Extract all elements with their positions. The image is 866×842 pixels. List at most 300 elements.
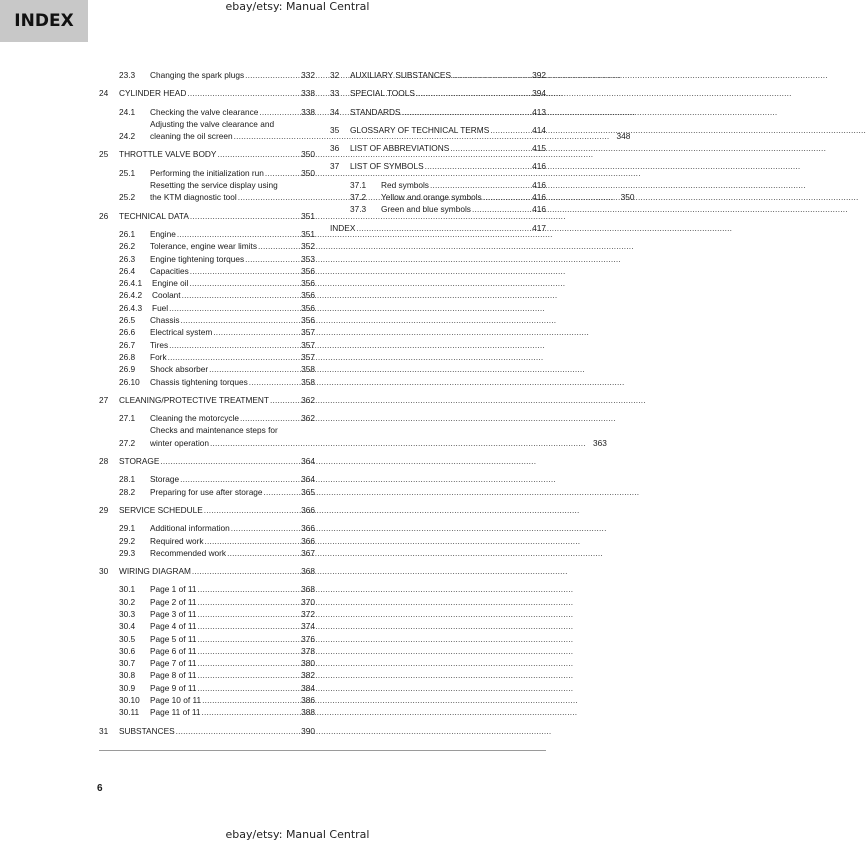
toc-entry-page: 413 xyxy=(532,106,546,117)
toc-entry-number: 30.1 xyxy=(119,584,136,595)
toc-entry-title: Page 11 of 11 xyxy=(150,707,201,718)
toc-entry-text xyxy=(150,424,607,449)
toc-entry-text xyxy=(150,412,295,424)
dot-leader xyxy=(181,314,557,326)
toc-entry-title: Tires xyxy=(150,339,169,350)
dot-leader xyxy=(182,289,558,301)
toc-entry[interactable] xyxy=(330,142,546,154)
toc-entry-number: 29 xyxy=(99,504,109,515)
toc-entry-title: TECHNICAL DATA xyxy=(119,210,189,221)
toc-entry-text xyxy=(350,87,526,99)
dot-leader xyxy=(227,547,603,559)
toc-entry-number: 25 xyxy=(99,149,109,160)
toc-entry-page: 417 xyxy=(532,222,546,233)
toc-entry-number: 30.7 xyxy=(119,658,136,669)
toc-entry[interactable] xyxy=(330,222,546,234)
toc-entry-text xyxy=(381,203,526,215)
toc-entry-text xyxy=(150,645,295,657)
dot-leader xyxy=(192,565,568,577)
toc-entry-text xyxy=(150,265,295,277)
toc-entry-number: 30.4 xyxy=(119,621,136,632)
toc-entry-text xyxy=(150,473,295,485)
dot-leader xyxy=(210,437,586,449)
toc-entry[interactable] xyxy=(99,87,315,99)
toc-entry-title: Coolant xyxy=(152,290,181,301)
toc-entry-text xyxy=(150,535,295,547)
dot-leader xyxy=(402,106,778,118)
toc-entry-title: Engine tightening torques xyxy=(150,253,245,264)
toc-entry-title: Page 4 of 11 xyxy=(150,621,197,632)
toc-entry-title: Capacities xyxy=(150,265,189,276)
toc-entry-text xyxy=(119,565,295,577)
toc-entry-title: Adjusting the valve clearance and xyxy=(150,118,275,129)
toc-entry-title: THROTTLE VALVE BODY xyxy=(119,149,217,160)
toc-entry-title: Performing the initialization run xyxy=(150,167,264,178)
toc-entry-number: 26.4.2 xyxy=(119,290,143,301)
toc-entry-text xyxy=(150,228,295,240)
toc-entry[interactable] xyxy=(99,725,315,737)
toc-entry-text xyxy=(150,106,295,118)
dot-leader xyxy=(204,504,580,516)
toc-entry-number: 36 xyxy=(330,143,340,154)
toc-entry-text xyxy=(150,706,295,718)
toc-entry-text xyxy=(119,394,295,406)
toc-entry-number: 26.8 xyxy=(119,351,136,362)
toc-entry-page: 357 xyxy=(301,327,315,338)
toc-entry[interactable] xyxy=(330,124,546,136)
toc-entry-page: 376 xyxy=(301,633,315,644)
toc-entry-number: 26.6 xyxy=(119,327,136,338)
toc-entry-title-continued: winter operation xyxy=(150,437,210,448)
toc-entry-text xyxy=(150,682,295,694)
toc-entry-page: 365 xyxy=(301,486,315,497)
dot-leader xyxy=(197,645,573,657)
toc-entry-text xyxy=(119,210,295,222)
toc-entry-text xyxy=(119,455,295,467)
toc-entry-title: INDEX xyxy=(330,222,356,233)
toc-entry-page: 384 xyxy=(301,682,315,693)
toc-entry-number: 26 xyxy=(99,210,109,221)
toc-entry-number: 23.3 xyxy=(119,70,136,80)
toc-entry-text xyxy=(150,633,295,645)
dot-leader xyxy=(452,69,828,81)
toc-entry-title: Page 2 of 11 xyxy=(150,596,197,607)
toc-entry[interactable] xyxy=(99,565,315,577)
dot-leader xyxy=(205,535,581,547)
toc-entry[interactable] xyxy=(99,277,315,289)
toc-entry-page: 358 xyxy=(301,376,315,387)
dot-leader xyxy=(160,455,536,467)
toc-entry-number: 37 xyxy=(330,161,340,172)
toc-entry-title: Green and blue symbols xyxy=(381,204,471,215)
toc-entry-text xyxy=(330,222,526,234)
toc-entry-page: 350 xyxy=(301,167,315,178)
toc-entry-text xyxy=(150,486,295,498)
toc-entry-page: 367 xyxy=(301,547,315,558)
toc-entry[interactable] xyxy=(99,289,315,301)
toc-entry-page: 358 xyxy=(301,364,315,375)
toc-entry-text xyxy=(119,725,295,737)
toc-entry-text xyxy=(150,583,295,595)
toc-entry-page: 356 xyxy=(301,265,315,276)
toc-entry-title: Cleaning the motorcycle xyxy=(150,413,240,424)
toc-entry-number: 33 xyxy=(330,88,340,99)
toc-entry-page: 372 xyxy=(301,608,315,619)
toc-entry-page: 386 xyxy=(301,695,315,706)
toc-entry-title: Yellow and orange symbols xyxy=(381,192,482,203)
toc-entry-title: Checks and maintenance steps for xyxy=(150,425,278,436)
dot-leader xyxy=(189,277,565,289)
toc-entry[interactable] xyxy=(99,620,315,632)
toc-entry-page: 374 xyxy=(301,621,315,632)
toc-entry-number: 29.2 xyxy=(119,535,136,546)
toc-entry-page: 357 xyxy=(301,339,315,350)
toc-entry-text xyxy=(350,69,526,81)
toc-entry[interactable] xyxy=(99,376,315,388)
dot-leader xyxy=(180,473,556,485)
toc-entry-page: 356 xyxy=(301,278,315,289)
toc-entry-page: 416 xyxy=(532,179,546,190)
toc-entry-title: Checking the valve clearance xyxy=(150,106,259,117)
toc-entry-title: Page 6 of 11 xyxy=(150,645,197,656)
toc-entry-title-continued: the KTM diagnostic tool xyxy=(150,192,237,203)
toc-entry[interactable] xyxy=(99,302,315,314)
toc-entry[interactable] xyxy=(99,682,315,694)
dot-leader xyxy=(201,706,577,718)
toc-entry-text xyxy=(119,148,295,160)
toc-entry-text xyxy=(150,694,295,706)
toc-entry-number: 24.2 xyxy=(119,131,136,142)
toc-entry-number: 25.2 xyxy=(119,192,136,203)
toc-entry-number: 27.1 xyxy=(119,413,136,424)
toc-entry[interactable] xyxy=(99,486,315,498)
toc-entry-number: 29.3 xyxy=(119,547,136,558)
page-number: 6 xyxy=(97,783,103,794)
toc-entry-page: 368 xyxy=(301,584,315,595)
toc-entry-number: 24.1 xyxy=(119,106,136,117)
toc-entry-number: 30.5 xyxy=(119,633,136,644)
toc-entry-text xyxy=(150,289,295,301)
toc-entry-text xyxy=(150,240,295,252)
toc-entry-number: 28.2 xyxy=(119,486,136,497)
toc-entry-number: 30.9 xyxy=(119,682,136,693)
toc-entry-text xyxy=(350,124,526,136)
toc-entry-page: 415 xyxy=(532,143,546,154)
toc-entry-title: Resetting the service display using xyxy=(150,180,278,191)
toc-entry[interactable] xyxy=(99,412,315,424)
dot-leader xyxy=(168,351,544,363)
toc-entry-title: Recommended work xyxy=(150,547,227,558)
toc-entry-page: 356 xyxy=(301,290,315,301)
dot-leader xyxy=(197,596,573,608)
toc-entry-text xyxy=(119,504,295,516)
toc-entry-page: 392 xyxy=(532,70,546,80)
dot-leader xyxy=(197,620,573,632)
toc-entry-page: 356 xyxy=(301,302,315,313)
toc-entry-page: 382 xyxy=(301,670,315,681)
toc-entry-text xyxy=(150,302,295,314)
toc-entry-title: Page 5 of 11 xyxy=(150,633,197,644)
toc-entry-number: 30 xyxy=(99,566,109,577)
toc-entry-page: 378 xyxy=(301,645,315,656)
toc-entry-number: 26.4.3 xyxy=(119,302,143,313)
toc-entry-number: 30.10 xyxy=(119,695,140,706)
toc-entry[interactable] xyxy=(330,106,546,118)
toc-entry-page: 352 xyxy=(301,241,315,252)
dot-leader xyxy=(197,633,573,645)
watermark-top: ebay/etsy: Manual Central xyxy=(225,0,370,13)
toc-entry[interactable] xyxy=(330,203,546,215)
toc-entry[interactable] xyxy=(99,694,315,706)
toc-entry[interactable] xyxy=(99,645,315,657)
toc-entry[interactable] xyxy=(330,87,546,99)
toc-entry-title: Preparing for use after storage xyxy=(150,486,263,497)
dot-leader xyxy=(169,302,545,314)
toc-entry[interactable] xyxy=(99,326,315,338)
toc-entry-title: Red symbols xyxy=(381,179,429,190)
toc-entry-title: GLOSSARY OF TECHNICAL TERMS xyxy=(350,124,490,135)
toc-entry-page: 357 xyxy=(301,351,315,362)
toc-entry[interactable] xyxy=(99,535,315,547)
toc-entry-title: Additional information xyxy=(150,523,230,534)
toc-entry[interactable] xyxy=(99,240,315,252)
toc-entry-title: Engine oil xyxy=(152,278,189,289)
toc-entry-page: 353 xyxy=(301,253,315,264)
toc-entry-number: 26.2 xyxy=(119,241,136,252)
toc-entry-title: Tolerance, engine wear limits xyxy=(150,241,257,252)
toc-entry-title: Page 7 of 11 xyxy=(150,658,197,669)
dot-leader xyxy=(202,694,578,706)
toc-entry[interactable] xyxy=(330,191,546,203)
dot-leader xyxy=(197,608,573,620)
toc-entry-page: 362 xyxy=(301,413,315,424)
toc-entry-number: 25.1 xyxy=(119,167,136,178)
toc-entry-page: 394 xyxy=(532,88,546,99)
toc-entry-title: STANDARDS xyxy=(350,106,401,117)
toc-entry-number: 30.6 xyxy=(119,645,136,656)
footer-divider xyxy=(99,750,546,751)
toc-entry[interactable] xyxy=(330,69,546,81)
toc-entry-title: Chassis xyxy=(150,315,180,326)
dot-leader xyxy=(425,160,801,172)
toc-entry-text xyxy=(150,314,295,326)
toc-entry[interactable] xyxy=(99,706,315,718)
toc-entry-number: 26.9 xyxy=(119,364,136,375)
toc-entry-number: 30.3 xyxy=(119,608,136,619)
toc-entry[interactable] xyxy=(99,657,315,669)
toc-entry-page: 416 xyxy=(532,192,546,203)
watermark-bottom: ebay/etsy: Manual Central xyxy=(225,828,370,841)
toc-entry-title: Fuel xyxy=(152,302,169,313)
toc-entry-number: 26.7 xyxy=(119,339,136,350)
toc-entry-title: SPECIAL TOOLS xyxy=(350,88,415,99)
toc-entry-number: 28 xyxy=(99,456,109,467)
toc-entry[interactable] xyxy=(99,596,315,608)
toc-entry[interactable] xyxy=(330,160,546,172)
toc-entry-page: 366 xyxy=(301,535,315,546)
toc-entry-page: 332 xyxy=(301,70,315,80)
toc-entry-number: 26.1 xyxy=(119,228,136,239)
toc-entry-text xyxy=(150,339,295,351)
toc-entry-number: 31 xyxy=(99,725,109,736)
toc-entry[interactable] xyxy=(99,455,315,467)
toc-entry[interactable] xyxy=(99,265,315,277)
toc-entry-text xyxy=(150,522,295,534)
toc-entry-page: 351 xyxy=(301,210,315,221)
toc-entry[interactable] xyxy=(99,522,315,534)
toc-entry[interactable] xyxy=(99,106,315,118)
toc-entry[interactable] xyxy=(99,314,315,326)
toc-entry-text xyxy=(381,191,526,203)
toc-entry-page: 338 xyxy=(301,88,315,99)
dot-leader xyxy=(197,669,573,681)
dot-leader xyxy=(197,583,573,595)
toc-entry-number: 27.2 xyxy=(119,437,136,448)
toc-entry-page: 414 xyxy=(532,124,546,135)
toc-entry-text xyxy=(150,351,295,363)
toc-entry-page: 348 xyxy=(616,131,631,142)
toc-entry-text xyxy=(150,277,295,289)
toc-entry-number: 32 xyxy=(330,70,340,80)
toc-entry-title: Chassis tightening torques xyxy=(150,376,248,387)
dot-leader xyxy=(197,682,573,694)
toc-entry-number: 26.4 xyxy=(119,265,136,276)
toc-entry[interactable] xyxy=(99,424,607,449)
toc-entry-title-continued: cleaning the oil screen xyxy=(150,131,233,142)
toc-entry-page: 416 xyxy=(532,161,546,172)
toc-entry-title: Required work xyxy=(150,535,204,546)
toc-entry[interactable] xyxy=(99,547,315,559)
toc-entry-title: Storage xyxy=(150,474,180,485)
dot-leader xyxy=(190,265,566,277)
toc-entry-text xyxy=(150,596,295,608)
toc-entry-page: 351 xyxy=(301,228,315,239)
toc-entry-text xyxy=(150,253,295,265)
toc-entry-number: 34 xyxy=(330,106,340,117)
toc-entry-text xyxy=(381,179,526,191)
toc-entry[interactable] xyxy=(99,633,315,645)
toc-entry-number: 27 xyxy=(99,394,109,405)
toc-entry-number: 37.3 xyxy=(350,204,367,215)
toc-entry-page: 388 xyxy=(301,707,315,718)
toc-entry-text xyxy=(150,376,295,388)
toc-entry-text xyxy=(150,608,295,620)
toc-entry-title: Page 3 of 11 xyxy=(150,608,197,619)
toc-entry-page: 366 xyxy=(301,504,315,515)
toc-entry-number: 30.8 xyxy=(119,670,136,681)
toc-entry[interactable] xyxy=(99,504,315,516)
toc-entry-title: CLEANING/PROTECTIVE TREATMENT xyxy=(119,394,269,405)
toc-entry-text xyxy=(350,160,526,172)
toc-entry-page: 380 xyxy=(301,658,315,669)
toc-entry-number: 26.3 xyxy=(119,253,136,264)
toc-entry-title: AUXILIARY SUBSTANCES xyxy=(350,70,451,80)
dot-leader xyxy=(231,522,607,534)
toc-entry-title: Electrical system xyxy=(150,327,213,338)
toc-entry-page: 368 xyxy=(301,566,315,577)
toc-entry[interactable] xyxy=(99,210,315,222)
toc-entry[interactable] xyxy=(99,669,315,681)
toc-entry[interactable] xyxy=(99,167,315,179)
toc-entry-number: 26.10 xyxy=(119,376,140,387)
toc-entry-page: 362 xyxy=(301,394,315,405)
toc-entry-page: 350 xyxy=(620,192,635,203)
toc-entry-title: LIST OF SYMBOLS xyxy=(350,161,424,172)
index-tab-label: INDEX xyxy=(14,11,74,31)
dot-leader xyxy=(169,339,545,351)
toc-entry-page: 363 xyxy=(592,437,607,448)
toc-entry[interactable] xyxy=(99,69,315,81)
toc-entry-title: Engine xyxy=(150,228,176,239)
toc-entry[interactable] xyxy=(99,253,315,265)
toc-entry-text xyxy=(150,620,295,632)
toc-entry-text xyxy=(150,363,295,375)
toc-entry[interactable] xyxy=(99,608,315,620)
toc-entry-page: 390 xyxy=(301,725,315,736)
toc-entry[interactable] xyxy=(330,179,546,191)
toc-entry-number: 28.1 xyxy=(119,474,136,485)
toc-entry-title: Changing the spark plugs xyxy=(150,70,245,80)
dot-leader xyxy=(490,124,866,136)
dot-leader xyxy=(176,725,552,737)
toc-entry-title: SUBSTANCES xyxy=(119,725,175,736)
toc-entry-number: 24 xyxy=(99,88,109,99)
toc-entry-page: 366 xyxy=(301,523,315,534)
toc-entry[interactable] xyxy=(99,394,315,406)
toc-entry-text xyxy=(150,326,295,338)
toc-entry-page: 338 xyxy=(301,106,315,117)
toc-entry[interactable] xyxy=(99,583,315,595)
toc-entry-title: WIRING DIAGRAM xyxy=(119,566,191,577)
toc-entry-title: CYLINDER HEAD xyxy=(119,88,187,99)
dot-leader xyxy=(209,363,585,375)
toc-entry[interactable] xyxy=(99,339,315,351)
dot-leader xyxy=(264,486,640,498)
toc-entry-number: 26.5 xyxy=(119,315,136,326)
toc-entry-number: 35 xyxy=(330,124,340,135)
dot-leader xyxy=(213,326,589,338)
toc-entry-title: Page 8 of 11 xyxy=(150,670,197,681)
toc-entry[interactable] xyxy=(99,363,315,375)
toc-entry[interactable] xyxy=(99,148,315,160)
toc-entry-text xyxy=(119,87,295,99)
toc-entry-title: Page 1 of 11 xyxy=(150,584,197,595)
dot-leader xyxy=(197,657,573,669)
toc-entry-number: 30.2 xyxy=(119,596,136,607)
toc-entry-number: 26.4.1 xyxy=(119,278,143,289)
toc-entry-title: Fork xyxy=(150,351,167,362)
toc-entry-text xyxy=(350,106,526,118)
toc-entry[interactable] xyxy=(99,473,315,485)
toc-entry-text xyxy=(150,669,295,681)
toc-entry-title: Page 10 of 11 xyxy=(150,695,202,706)
toc-entry[interactable] xyxy=(99,228,315,240)
toc-column-right xyxy=(330,69,546,234)
dot-leader xyxy=(430,179,806,191)
dot-leader xyxy=(450,142,826,154)
toc-entry-text xyxy=(150,69,295,81)
toc-entry-page: 364 xyxy=(301,456,315,467)
toc-entry-number: 37.1 xyxy=(350,179,367,190)
dot-leader xyxy=(416,87,792,99)
toc-entry[interactable] xyxy=(99,351,315,363)
toc-entry-text xyxy=(150,167,295,179)
toc-entry-text xyxy=(150,547,295,559)
toc-entry-text xyxy=(350,142,526,154)
toc-entry-page: 356 xyxy=(301,315,315,326)
toc-entry-title: SERVICE SCHEDULE xyxy=(119,504,203,515)
toc-entry-text xyxy=(150,657,295,669)
